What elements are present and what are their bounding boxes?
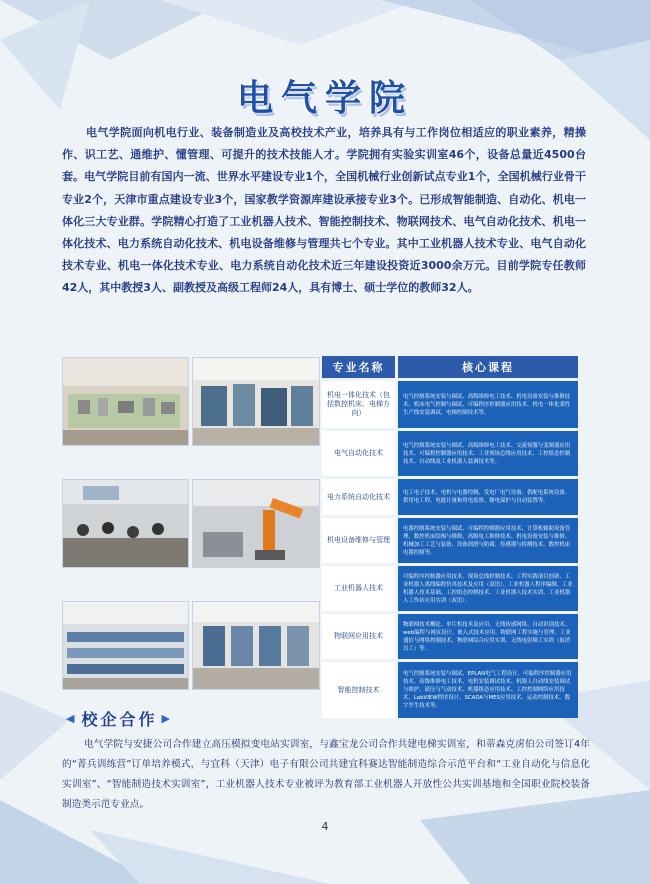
core-courses: 电气控制系统安装与调试、高级维修电工技术、机电设备安装与维修技术、机床电气控制与调试、可编程序控制器应用技术、机电一体化柔性生产线安装调试、电梯控制技术等。 [398,381,578,428]
core-courses: 电气控制系统安装与调试、EPLAN电气工程设计、可编程序控制器应用技术、高级维修电工技术、电机安装调试技术、机器人自动线安装调试与维护、液压与气动技术、机器组态应用技术、工控控制网络应用技术、LabVIEW程序设计、SCADA与MES应用技术、运动控制技术、数字孪生技术等。 [398,662,578,718]
cooperation-heading [62,707,177,730]
major-name: 机电设备维修与管理 [322,518,395,563]
core-courses: 电器控制系统安装与调试、可编程控制器应用技术、计算机辅助设备管理、数控机床结构与维修、高级电工维修技术、机电设备安装与维修、机械加工工艺与装备、设备润滑与防腐、传感器与检测技术、数控机床电器控制等。 [398,518,578,563]
major-name: 电力系统自动化技术 [322,479,395,515]
table-row [322,566,578,611]
page-number: 4 [321,820,329,833]
table-row [322,431,578,476]
core-courses: 电气控制系统安装与调试、高级维修电工技术、交流伺服与变频器应用技术、可编程控制器应用技术、工业现场总线应用技术、工控组态控制技术、自动线及工业机器人装调技术等。 [398,431,578,476]
major-name: 物联网应用技术 [322,614,395,659]
header-major-name: 专业名称 [322,356,395,378]
photo-industrial-robot [192,479,320,568]
major-name: 电气自动化技术 [322,431,395,476]
table-row [322,614,578,659]
intro-paragraph: 电气学院面向机电行业、装备制造业及高校技术产业，培养具有与工作岗位相适应的职业素养，精操作、识工艺、通维护、懂管理、可提升的技术技能人才。学院拥有实验实训室46个，设备总量近4500台套。电气学院目前有国内一流、世界水平建设专业1个，全国机械行业创新试点专业1个，全国机械行业骨干专业2个，天津市重点建设专业3个，国家教学资源库建设承接专业3个。已形成智能制造、自动化、机电一体化三大专业群。学院精心打造了工业机器人技术、智能控制技术、物联网技术、电气自动化技术、机电一体化技术、电力系统自动化技术、机电设备维修与管理共七个专业。其中工业机器人技术专业、电气自动化技术专业、机电一体化技术专业、电力系统自动化技术近三年建设投资近3000余万元。目前学院专任教师42人，其中教授3人、副教授及高级工程师24人，具有博士、硕士学位的教师32人。 [62,126,586,295]
photo-automation-lab [62,601,189,690]
core-courses: 物联网技术概论、单片机技术及应用、无线传感网络、自动识别技术、web编程与网页设计、嵌入式技术应用、物联网工程实施与管理、工业通信与网络控制技术、物联网综合应用实训、无线电射频工实训（取消员工）等。 [398,614,578,659]
major-name: 智能控制技术 [322,662,395,718]
cooperation-title: 校企合作 [81,710,158,729]
table-row [322,381,578,428]
cooperation-paragraph: 电气学院与安捷公司合作建立高压模拟变电站实训室，与鑫宝龙公司合作共建电梯实训室，和蒂森克虏伯公司签订4年的“菁兵训练营”订单培养模式，与宜科（天津）电子有限公司共建宜科赛达智能制造综合示范平台和“工业自动化与信息化实训室”、“智能制造技术实训室”，工业机器人技术专业被评为教育部工业机器人开放性公共实训基地和全国职业院校装备制造类示范专业点。 [62,739,590,810]
photo-training-workshop [192,357,320,446]
photo-substation-lab [62,357,189,446]
photo-classroom [62,479,189,568]
majors-table [322,356,578,718]
page-title: 电气学院 [236,77,413,119]
table-header [322,356,578,378]
triangle-left-icon: ◀ [66,712,78,725]
triangle-right-icon: ▶ [161,712,173,725]
table-row [322,662,578,718]
photo-electrical-training-room [192,601,320,690]
core-courses: 可编程序控制器应用技术、现场总线控制技术、工程实践项目创新、工业机器人离线编程仿真技术及应用（双语）、工业机器人程序编制、工业机器人技术基础、工控组态控制技术、工业机器人技术实训、工业机器人工作站应用实训（双语）。 [398,566,578,611]
major-name: 机电一体化技术（包括数控机床、电梯方向） [322,381,395,428]
header-core-courses: 核心课程 [398,356,578,378]
table-row [322,518,578,563]
major-name: 工业机器人技术 [322,566,395,611]
table-row [322,479,578,515]
core-courses: 电工电子技术、电机与电器控制、发电厂电气设备、供配电系统设备、供用电工程、电能计量和用电监察、继电保护与自动装置等。 [398,479,578,515]
